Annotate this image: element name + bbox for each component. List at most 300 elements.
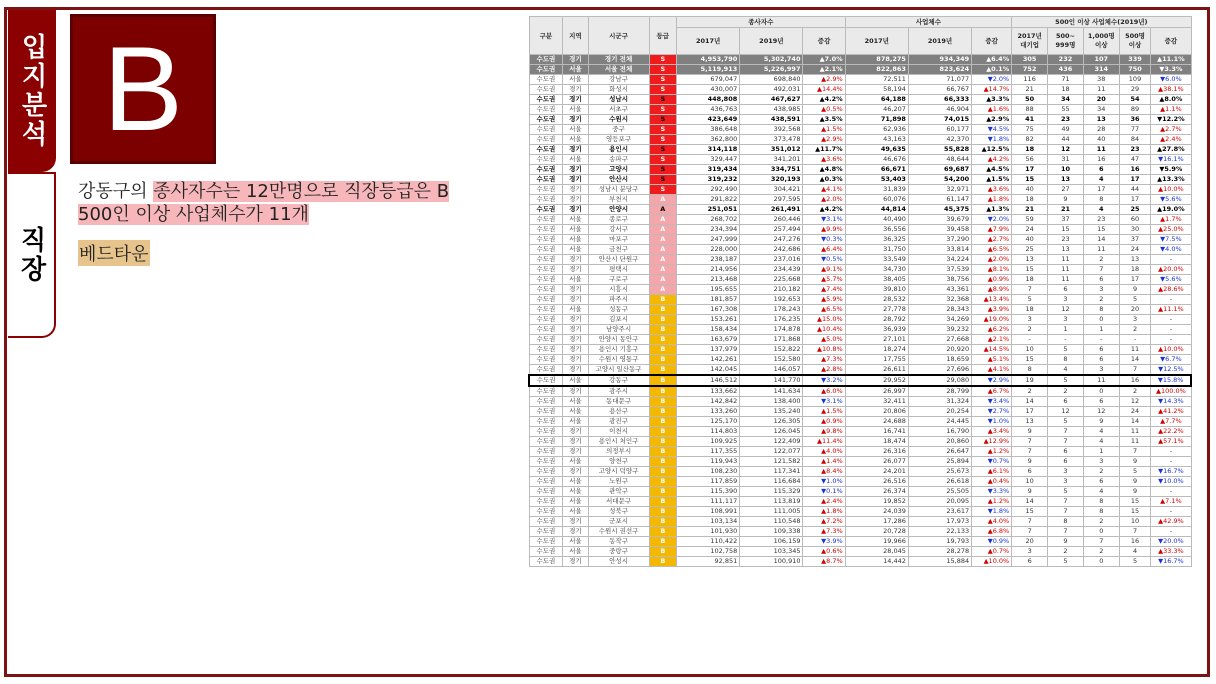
table-cell: 110,422 xyxy=(677,537,740,547)
table-cell: ▲10.4% xyxy=(803,325,845,335)
table-cell: 중랑구 xyxy=(588,547,649,557)
table-cell: 119,943 xyxy=(677,457,740,467)
table-cell: 14 xyxy=(1119,355,1151,365)
table-cell: ▲28.6% xyxy=(1151,285,1191,295)
table-cell: B xyxy=(649,345,676,355)
table-cell: ▲3.5% xyxy=(803,115,845,125)
table-cell: 37,290 xyxy=(908,235,971,245)
th-workers-2017: 2017년 xyxy=(677,28,740,55)
table-cell: 김포시 xyxy=(588,315,649,325)
table-cell: 성동구 xyxy=(588,305,649,315)
table-cell: 34 xyxy=(1048,95,1084,105)
table-cell: 5 xyxy=(1048,557,1084,567)
table-cell: ▲4.8% xyxy=(803,165,845,175)
table-cell: 31,324 xyxy=(908,397,971,407)
desc-line1-prefix: 강동구의 xyxy=(78,181,154,202)
table-cell: 9 xyxy=(1048,537,1084,547)
table-row xyxy=(529,467,1191,477)
table-cell: 77 xyxy=(1119,125,1151,135)
table-cell: 12 xyxy=(1119,397,1151,407)
table-cell: 142,045 xyxy=(677,365,740,376)
table-cell: ▲5.9% xyxy=(803,295,845,305)
table-cell: 수도권 xyxy=(529,125,563,135)
table-cell: ▼3.3% xyxy=(972,487,1012,497)
table-cell: 용산구 xyxy=(588,407,649,417)
table-cell: 6 xyxy=(1083,275,1119,285)
table-cell: 15 xyxy=(1119,507,1151,517)
table-cell: 수도권 xyxy=(529,195,563,205)
table-cell: ▼16.1% xyxy=(1151,155,1191,165)
table-cell: ▼0.7% xyxy=(972,457,1012,467)
table-cell: ▼5.6% xyxy=(1151,275,1191,285)
table-cell: 20 xyxy=(1119,305,1151,315)
table-cell: 351,012 xyxy=(740,145,803,155)
table-cell: 242,686 xyxy=(740,245,803,255)
table-cell: ▲57.1% xyxy=(1151,437,1191,447)
table-cell: ▲1.2% xyxy=(972,497,1012,507)
table-cell: ▲19.0% xyxy=(972,315,1012,325)
table-cell: 19 xyxy=(1012,375,1048,386)
table-cell: 1 xyxy=(1083,325,1119,335)
table-cell: 9 xyxy=(1119,457,1151,467)
table-cell: 109,338 xyxy=(740,527,803,537)
table-cell: 안양시 동안구 xyxy=(588,335,649,345)
table-cell: 8 xyxy=(1048,355,1084,365)
table-cell: 수도권 xyxy=(529,115,563,125)
table-cell: 13 xyxy=(1083,115,1119,125)
table-cell: 16 xyxy=(1083,155,1119,165)
table-cell: 안산시 단원구 xyxy=(588,255,649,265)
table-cell: 102,758 xyxy=(677,547,740,557)
th-biz: 사업체수 xyxy=(845,17,1012,28)
table-cell: 수도권 xyxy=(529,407,563,417)
table-cell: 2 xyxy=(1012,325,1048,335)
table-cell: 679,047 xyxy=(677,75,740,85)
table-cell: ▲11.1% xyxy=(1151,305,1191,315)
table-row xyxy=(529,507,1191,517)
table-cell: 7 xyxy=(1048,437,1084,447)
table-cell: 22,133 xyxy=(908,527,971,537)
th-biz-2017: 2017년 xyxy=(845,28,908,55)
table-cell: B xyxy=(649,305,676,315)
table-cell: ▼0.1% xyxy=(803,487,845,497)
table-row xyxy=(529,255,1191,265)
table-cell: 251,051 xyxy=(677,205,740,215)
table-cell: S xyxy=(649,185,676,195)
table-row xyxy=(529,115,1191,125)
table-cell: ▼3.1% xyxy=(803,397,845,407)
th-workers: 종사자수 xyxy=(677,17,846,28)
table-row xyxy=(529,457,1191,467)
table-cell: 경기 xyxy=(563,115,588,125)
table-cell: 247,276 xyxy=(740,235,803,245)
table-cell: 7 xyxy=(1012,517,1048,527)
table-cell: 56 xyxy=(1012,155,1048,165)
table-cell: 23 xyxy=(1048,235,1084,245)
table-cell: ▼2.7% xyxy=(972,407,1012,417)
table-cell: 27,778 xyxy=(845,305,908,315)
table-cell: ▲1.8% xyxy=(803,507,845,517)
data-table-wrapper xyxy=(528,16,1192,567)
table-cell: 6 xyxy=(1012,557,1048,567)
th-region: 구분 xyxy=(529,17,563,55)
table-cell: ▲10.0% xyxy=(972,557,1012,567)
table-cell: 39,458 xyxy=(908,225,971,235)
table-cell: A xyxy=(649,265,676,275)
table-cell: 경기 xyxy=(563,467,588,477)
table-cell: 7 xyxy=(1012,437,1048,447)
table-cell: 20,095 xyxy=(908,497,971,507)
table-cell: 수도권 xyxy=(529,105,563,115)
table-cell: 5 xyxy=(1048,417,1084,427)
table-cell: 26,374 xyxy=(845,487,908,497)
table-cell: 116 xyxy=(1012,75,1048,85)
table-cell: ▲2.9% xyxy=(972,115,1012,125)
table-cell: 양천구 xyxy=(588,457,649,467)
table-cell: 4 xyxy=(1083,205,1119,215)
table-cell: ▲27.8% xyxy=(1151,145,1191,155)
table-cell: 31 xyxy=(1048,155,1084,165)
table-cell: 0 xyxy=(1083,527,1119,537)
table-cell: 74,015 xyxy=(908,115,971,125)
table-cell: 15,884 xyxy=(908,557,971,567)
table-cell: 36,939 xyxy=(845,325,908,335)
table-cell: 28,278 xyxy=(908,547,971,557)
table-cell: 152,580 xyxy=(740,355,803,365)
table-cell: 49 xyxy=(1048,125,1084,135)
table-cell: ▲10.0% xyxy=(1151,345,1191,355)
table-cell: 성남시 xyxy=(588,95,649,105)
table-cell: 18 xyxy=(1119,265,1151,275)
table-cell: 3 xyxy=(1048,295,1084,305)
table-cell: 군포시 xyxy=(588,517,649,527)
table-row xyxy=(529,497,1191,507)
table-cell: 남양주시 xyxy=(588,325,649,335)
table-cell: 5,119,913 xyxy=(677,65,740,75)
table-cell: 수도권 xyxy=(529,265,563,275)
table-cell: 28,799 xyxy=(908,386,971,397)
table-cell: ▲4.5% xyxy=(972,165,1012,175)
table-cell: 4 xyxy=(1119,547,1151,557)
table-cell: 7 xyxy=(1048,527,1084,537)
table-cell: 84 xyxy=(1119,135,1151,145)
desc-line1-highlight: 종사자수는 12만명으로 직장등급은 B xyxy=(153,181,450,202)
table-cell: - xyxy=(1151,507,1191,517)
table-cell: 260,446 xyxy=(740,215,803,225)
table-cell: 15 xyxy=(1012,507,1048,517)
table-cell: 2 xyxy=(1048,386,1084,397)
table-cell: 38 xyxy=(1083,75,1119,85)
table-cell: 23 xyxy=(1083,215,1119,225)
th-big-500: 500~ 999명 xyxy=(1048,28,1084,55)
table-cell: ▼4.5% xyxy=(972,125,1012,135)
table-cell: 수도권 xyxy=(529,507,563,517)
table-cell: 2 xyxy=(1119,386,1151,397)
table-cell: ▲11.1% xyxy=(1151,55,1191,65)
table-cell: 14 xyxy=(1083,235,1119,245)
table-cell: 823,624 xyxy=(908,65,971,75)
table-cell: 12 xyxy=(1083,407,1119,417)
table-cell: ▲2.7% xyxy=(1151,125,1191,135)
table-cell: ▲13.4% xyxy=(972,295,1012,305)
table-cell: B xyxy=(649,547,676,557)
table-cell: ▼1.8% xyxy=(972,507,1012,517)
table-cell: 261,491 xyxy=(740,205,803,215)
table-cell: 17 xyxy=(1012,165,1048,175)
table-cell: 7 xyxy=(1012,447,1048,457)
table-cell: 수도권 xyxy=(529,427,563,437)
table-row xyxy=(529,365,1191,376)
table-cell: 297,595 xyxy=(740,195,803,205)
table-cell: 17 xyxy=(1083,185,1119,195)
desc-line2-highlight: 500인 이상 사업체수가 11개 xyxy=(78,204,309,225)
table-cell: ▼6.7% xyxy=(1151,355,1191,365)
table-cell: - xyxy=(1151,447,1191,457)
table-cell: 878,275 xyxy=(845,55,908,65)
table-cell: 서초구 xyxy=(588,105,649,115)
table-cell: 25,673 xyxy=(908,467,971,477)
table-cell: 234,439 xyxy=(740,265,803,275)
table-cell: 서울 xyxy=(563,235,588,245)
table-row xyxy=(529,125,1191,135)
table-row xyxy=(529,285,1191,295)
table-cell: 서울 xyxy=(563,65,588,75)
table-cell: 2 xyxy=(1083,517,1119,527)
table-cell: ▲2.0% xyxy=(803,195,845,205)
table-cell: 경기 xyxy=(563,335,588,345)
table-cell: 69,687 xyxy=(908,165,971,175)
table-cell: 11 xyxy=(1083,375,1119,386)
table-cell: ▼1.0% xyxy=(803,477,845,487)
table-cell: 146,512 xyxy=(677,375,740,386)
table-cell: 103,345 xyxy=(740,547,803,557)
table-cell: ▲0.4% xyxy=(972,477,1012,487)
table-cell: 14 xyxy=(1012,497,1048,507)
tab-location-analysis[interactable] xyxy=(8,10,56,172)
table-cell: 경기 xyxy=(563,427,588,437)
table-cell: 436 xyxy=(1048,65,1084,75)
table-cell: 28,792 xyxy=(845,315,908,325)
table-cell: 225,668 xyxy=(740,275,803,285)
table-cell: ▲4.0% xyxy=(972,517,1012,527)
table-cell: ▲3.3% xyxy=(972,95,1012,105)
table-cell: ▼0.5% xyxy=(803,255,845,265)
table-cell: - xyxy=(1151,457,1191,467)
table-cell: 부천시 xyxy=(588,195,649,205)
table-cell: 18 xyxy=(1048,85,1084,95)
table-cell: ▲1.3% xyxy=(972,205,1012,215)
table-cell: 5 xyxy=(1119,557,1151,567)
table-cell: 55 xyxy=(1048,105,1084,115)
table-cell: ▲15.0% xyxy=(803,315,845,325)
table-cell: 3 xyxy=(1119,315,1151,325)
table-cell: 금천구 xyxy=(588,245,649,255)
table-cell: 116,684 xyxy=(740,477,803,487)
table-cell: ▼2.0% xyxy=(972,75,1012,85)
table-cell: 수도권 xyxy=(529,487,563,497)
table-cell: 8 xyxy=(1012,365,1048,376)
table-cell: 수원시 영통구 xyxy=(588,355,649,365)
table-cell: 20,728 xyxy=(845,527,908,537)
table-cell: A xyxy=(649,225,676,235)
table-cell: 서울 xyxy=(563,125,588,135)
table-cell: 117,341 xyxy=(740,467,803,477)
table-row xyxy=(529,215,1191,225)
table-cell: 40 xyxy=(1012,235,1048,245)
table-cell: 18,474 xyxy=(845,437,908,447)
table-cell: 46,904 xyxy=(908,105,971,115)
table-cell: 72,511 xyxy=(845,75,908,85)
table-cell: ▼3.4% xyxy=(972,397,1012,407)
table-cell: 경기 xyxy=(563,437,588,447)
table-cell: ▲11.4% xyxy=(803,437,845,447)
table-cell: 서울 xyxy=(563,397,588,407)
table-cell: ▲12.5% xyxy=(972,145,1012,155)
table-cell: 2 xyxy=(1083,295,1119,305)
table-cell: ▲0.3% xyxy=(803,175,845,185)
table-cell: 9 xyxy=(1083,417,1119,427)
table-cell: 11 xyxy=(1119,427,1151,437)
table-cell: 17 xyxy=(1012,407,1048,417)
table-cell: 4 xyxy=(1048,365,1084,376)
table-cell: 13 xyxy=(1048,175,1084,185)
table-row xyxy=(529,65,1191,75)
table-cell: 수도권 xyxy=(529,205,563,215)
table-cell: 경기 xyxy=(563,325,588,335)
table-cell: ▲7.4% xyxy=(803,285,845,295)
table-cell: ▲8.9% xyxy=(972,285,1012,295)
tab-job[interactable] xyxy=(8,172,56,338)
table-cell: 10 xyxy=(1012,477,1048,487)
table-cell: 동대문구 xyxy=(588,397,649,407)
table-cell: 24,688 xyxy=(845,417,908,427)
table-cell: 18 xyxy=(1012,305,1048,315)
table-cell: 109 xyxy=(1119,75,1151,85)
table-cell: 20,920 xyxy=(908,345,971,355)
table-cell: 17,286 xyxy=(845,517,908,527)
table-cell: 8 xyxy=(1083,195,1119,205)
table-row xyxy=(529,417,1191,427)
table-cell: 24 xyxy=(1119,245,1151,255)
table-cell: 20,254 xyxy=(908,407,971,417)
table-cell: 수도권 xyxy=(529,467,563,477)
table-cell: 195,655 xyxy=(677,285,740,295)
table-cell: 강서구 xyxy=(588,225,649,235)
table-cell: 경기 xyxy=(563,447,588,457)
table-cell: S xyxy=(649,65,676,75)
table-cell: 115,390 xyxy=(677,487,740,497)
table-cell: 6 xyxy=(1083,345,1119,355)
table-cell: 4 xyxy=(1083,175,1119,185)
table-cell: - xyxy=(1012,335,1048,345)
table-cell: 49,635 xyxy=(845,145,908,155)
table-cell: 60 xyxy=(1119,215,1151,225)
table-row xyxy=(529,487,1191,497)
table-cell: 5 xyxy=(1048,345,1084,355)
table-cell: 5,226,997 xyxy=(740,65,803,75)
table-cell: - xyxy=(1083,335,1119,345)
table-cell: ▲1.5% xyxy=(803,125,845,135)
table-cell: 13 xyxy=(1119,255,1151,265)
table-cell: 수원시 xyxy=(588,115,649,125)
table-cell: 수도권 xyxy=(529,185,563,195)
table-cell: ▼3.1% xyxy=(803,215,845,225)
table-cell: 파주시 xyxy=(588,295,649,305)
table-cell: 88 xyxy=(1012,105,1048,115)
table-cell: 13 xyxy=(1012,255,1048,265)
table-body xyxy=(529,55,1191,567)
table-cell: 66,333 xyxy=(908,95,971,105)
table-cell: 수도권 xyxy=(529,285,563,295)
grade-badge xyxy=(70,14,216,164)
table-cell: 9 xyxy=(1119,477,1151,487)
table-cell: ▲8.1% xyxy=(972,265,1012,275)
table-cell: ▲9.1% xyxy=(803,265,845,275)
table-cell: 24,039 xyxy=(845,507,908,517)
table-cell: 14 xyxy=(1012,397,1048,407)
table-cell: 34,730 xyxy=(845,265,908,275)
table-row xyxy=(529,315,1191,325)
table-cell: ▲3.6% xyxy=(972,185,1012,195)
table-cell: 106,159 xyxy=(740,537,803,547)
table-cell: 121,582 xyxy=(740,457,803,467)
table-cell: - xyxy=(1151,315,1191,325)
table-cell: 115,329 xyxy=(740,487,803,497)
table-cell: 26,316 xyxy=(845,447,908,457)
table-cell: 181,857 xyxy=(677,295,740,305)
table-cell: 257,494 xyxy=(740,225,803,235)
table-cell: 11 xyxy=(1083,85,1119,95)
table-cell: 경기 xyxy=(563,195,588,205)
table-cell: 152,822 xyxy=(740,345,803,355)
th-big: 500인 이상 사업체수(2019년) xyxy=(1012,17,1191,28)
table-cell: 15 xyxy=(1012,265,1048,275)
table-cell: ▲2.1% xyxy=(803,65,845,75)
table-cell: 수도권 xyxy=(529,325,563,335)
table-cell: 66,767 xyxy=(908,85,971,95)
table-cell: 113,819 xyxy=(740,497,803,507)
table-cell: 15 xyxy=(1119,497,1151,507)
table-cell: ▲13.3% xyxy=(1151,175,1191,185)
table-cell: 수도권 xyxy=(529,527,563,537)
table-row xyxy=(529,447,1191,457)
table-cell: 2 xyxy=(1083,547,1119,557)
table-cell: ▼12.2% xyxy=(1151,115,1191,125)
table-cell: 36,325 xyxy=(845,235,908,245)
table-row xyxy=(529,345,1191,355)
table-cell: A xyxy=(649,205,676,215)
table-cell: 2 xyxy=(1119,325,1151,335)
table-cell: 362,800 xyxy=(677,135,740,145)
table-cell: 15 xyxy=(1012,355,1048,365)
table-cell: S xyxy=(649,55,676,65)
table-cell: 수도권 xyxy=(529,497,563,507)
table-cell: 14 xyxy=(1119,417,1151,427)
table-cell: 228,000 xyxy=(677,245,740,255)
table-cell: 6 xyxy=(1012,467,1048,477)
table-cell: ▼6.0% xyxy=(1151,75,1191,85)
table-cell: 수도권 xyxy=(529,95,563,105)
table-cell: 137,979 xyxy=(677,345,740,355)
table-cell: ▼2.9% xyxy=(972,375,1012,386)
table-cell: 60,177 xyxy=(908,125,971,135)
table-cell: 92,851 xyxy=(677,557,740,567)
table-cell: 117,859 xyxy=(677,477,740,487)
table-cell: 238,187 xyxy=(677,255,740,265)
table-cell: 성남시 분당구 xyxy=(588,185,649,195)
table-cell: 서울 xyxy=(563,497,588,507)
table-cell: 안양시 xyxy=(588,205,649,215)
